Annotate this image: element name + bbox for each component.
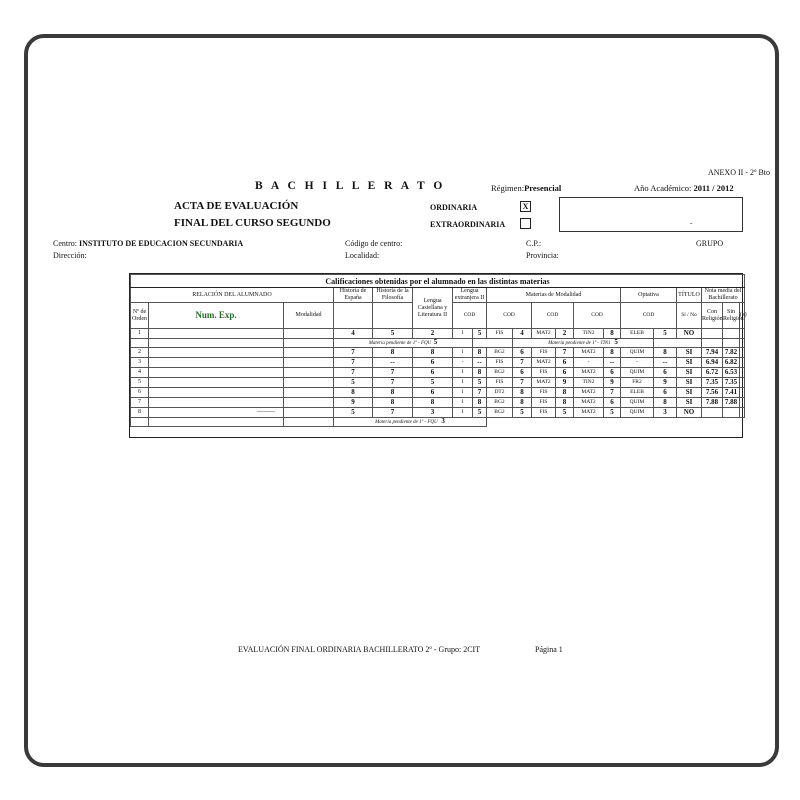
regimen	[491, 183, 561, 193]
row-le-cod: I	[453, 329, 473, 339]
row-titulo: SI	[677, 358, 702, 368]
row-c1: FIS	[487, 378, 513, 388]
row-opt-cod: QUIM	[621, 408, 654, 418]
row-sin-rel: 7.35	[723, 378, 740, 388]
row-m3: --	[604, 358, 621, 368]
row-a	[740, 368, 745, 378]
row-con-rel: 7.94	[702, 348, 723, 358]
pendiente-left-text: Materia pendiente de 1º - FQU	[368, 341, 432, 346]
titulo-sino: Sí / No	[677, 303, 702, 329]
row-opt: 9	[654, 378, 677, 388]
optativa-cod: COD	[621, 303, 677, 329]
localidad-label: Localidad:	[345, 251, 380, 260]
row-historia-fil: 7	[373, 408, 413, 418]
optativa-header: Optativa	[621, 288, 677, 303]
row-titulo: SI	[677, 398, 702, 408]
row-sin-rel: 7.88	[723, 398, 740, 408]
sin-religion-header: Sin Religión	[723, 303, 740, 329]
num-exp-header: Num. Exp.	[149, 303, 284, 329]
row-opt: 8	[654, 348, 677, 358]
row-historia-esp: 5	[334, 378, 373, 388]
row-lengua-cast: 8	[413, 398, 453, 408]
row-m3: 9	[604, 378, 621, 388]
row-opt-cod: FR2	[621, 378, 654, 388]
row-m3: 7	[604, 388, 621, 398]
row-c3: MAT2	[574, 398, 604, 408]
row-titulo: NO	[677, 329, 702, 339]
codigo-centro-label: Código de centro:	[345, 239, 403, 248]
row-le: --	[473, 358, 487, 368]
table-row	[131, 329, 745, 339]
pend-blank	[131, 339, 149, 348]
row-con-rel: 7.56	[702, 388, 723, 398]
pend-blank	[487, 418, 745, 427]
acta-title-line2: FINAL DEL CURSO SEGUNDO	[174, 217, 331, 229]
row-m2: 6	[556, 358, 574, 368]
table-row	[131, 368, 745, 378]
centro-label: Centro:	[53, 239, 77, 248]
row-opt-cod: QUIM	[621, 368, 654, 378]
lengua-ext-cod: COD	[453, 303, 487, 329]
row-lengua-cast: 6	[413, 388, 453, 398]
row-con-rel	[702, 329, 723, 339]
row-historia-fil: 7	[373, 368, 413, 378]
row-historia-fil: 8	[373, 348, 413, 358]
row-opt: 3	[654, 408, 677, 418]
row-c2: FIS	[532, 408, 556, 418]
pendiente-right-num: 5	[614, 338, 618, 346]
provincia-label: Provincia:	[526, 251, 559, 260]
row-a	[740, 378, 745, 388]
row-a	[740, 388, 745, 398]
row-le: 5	[473, 408, 487, 418]
con-religion-header: Con Religión	[702, 303, 723, 329]
row-le: 8	[473, 348, 487, 358]
row-sin-rel: 6.82	[723, 358, 740, 368]
row-modalidad	[284, 398, 334, 408]
row-con-rel	[702, 408, 723, 418]
pendiente-row8-text: Materia pendiente de 1º - FQU	[375, 420, 438, 425]
cp-label: C.P.:	[526, 239, 542, 248]
pend-blank	[654, 339, 702, 348]
row-a	[740, 358, 745, 368]
row-numexp-dash: ———	[149, 408, 284, 418]
row-historia-fil: --	[373, 358, 413, 368]
row-opt: 5	[654, 329, 677, 339]
row-opt: 8	[654, 398, 677, 408]
acta-title-line1: ACTA DE EVALUACIÓN	[174, 200, 299, 212]
table-row	[131, 398, 745, 408]
row-sin-rel: 7.41	[723, 388, 740, 398]
direccion-label: Dirección:	[53, 251, 87, 260]
row-modalidad	[284, 368, 334, 378]
row-sin-rel	[723, 329, 740, 339]
row-opt: --	[654, 358, 677, 368]
row-m3: 8	[604, 329, 621, 339]
historia-espana-header: Historia de España	[334, 288, 373, 303]
row-c3: TIN2	[574, 378, 604, 388]
nota-media-header: Nota media del Bachillerato	[702, 288, 745, 303]
pend-blank	[131, 418, 149, 427]
row-le: 5	[473, 329, 487, 339]
historia-espana-sub	[334, 303, 373, 329]
anio-label: Año Académico:	[634, 183, 692, 193]
table-row	[131, 358, 745, 368]
row-n: 7	[131, 398, 149, 408]
pend-blank	[284, 339, 334, 348]
lengua-extranjera-header: Lengua extranjera II	[453, 288, 487, 303]
row-c3: TIN2	[574, 329, 604, 339]
pendiente-row	[131, 339, 745, 348]
page-number: Página 1	[535, 645, 563, 654]
mod3-cod: COD	[574, 303, 621, 329]
row-c1: DT2	[487, 388, 513, 398]
row-modalidad	[284, 378, 334, 388]
row-m2: 5	[556, 408, 574, 418]
row-lengua-cast: 2	[413, 329, 453, 339]
mod2-cod: COD	[532, 303, 574, 329]
mod1-cod: COD	[487, 303, 532, 329]
pend-blank	[149, 418, 284, 427]
row-lengua-cast: 3	[413, 408, 453, 418]
regimen-value: Presencial	[524, 183, 562, 193]
row-historia-fil: 8	[373, 398, 413, 408]
row-historia-esp: 7	[334, 358, 373, 368]
grades-table	[129, 273, 747, 438]
row-numexp	[149, 368, 284, 378]
row-m2: 8	[556, 398, 574, 408]
row-numexp	[149, 348, 284, 358]
row-c1: BG2	[487, 368, 513, 378]
row-m1: 4	[513, 329, 532, 339]
row-con-rel: 6.94	[702, 358, 723, 368]
row-historia-fil: 5	[373, 329, 413, 339]
row-lengua-cast: 6	[413, 368, 453, 378]
pendiente-left	[334, 339, 473, 348]
row-opt-cod: QUIM	[621, 398, 654, 408]
row-n: 4	[131, 368, 149, 378]
row-a	[740, 398, 745, 408]
row-le-cod: I	[453, 408, 473, 418]
row-c1: FIS	[487, 329, 513, 339]
relacion-header: RELACIÓN DEL ALUMNADO	[131, 288, 334, 303]
row-m2: 2	[556, 329, 574, 339]
titulo-header: TÍTULO	[677, 288, 702, 303]
row-le: 7	[473, 388, 487, 398]
row-historia-fil: 7	[373, 378, 413, 388]
row-m2: 7	[556, 348, 574, 358]
row-sin-rel: 7.82	[723, 348, 740, 358]
row-m2: 9	[556, 378, 574, 388]
pendiente-row8-num: 3	[441, 417, 445, 425]
row-m1: 5	[513, 408, 532, 418]
table-caption: Calificaciones obtenidas por el alumnado en las distintas materias	[131, 275, 745, 288]
row-le: 5	[473, 378, 487, 388]
pend-blank	[284, 418, 334, 427]
row-m3: 5	[604, 408, 621, 418]
row-c3: -	[574, 358, 604, 368]
row-modalidad	[284, 358, 334, 368]
row-le: 8	[473, 398, 487, 408]
row-m1: 7	[513, 358, 532, 368]
row-n: 8	[131, 408, 149, 418]
table-row	[131, 378, 745, 388]
row-c2: FIS	[532, 388, 556, 398]
modalidad-header: Modalidad	[284, 303, 334, 329]
signature-box	[559, 197, 743, 232]
row-c2: MAT2	[532, 378, 556, 388]
row-c3: MAT2	[574, 348, 604, 358]
row-c3: MAT2	[574, 388, 604, 398]
row-con-rel: 6.72	[702, 368, 723, 378]
anio-academico	[634, 183, 734, 193]
row-m2: 8	[556, 388, 574, 398]
row-m3: 8	[604, 348, 621, 358]
row-n: 5	[131, 378, 149, 388]
row-opt-cod: -	[621, 358, 654, 368]
row-historia-esp: 4	[334, 329, 373, 339]
centro-field	[53, 239, 243, 248]
row-n: 1	[131, 329, 149, 339]
ordinaria-label: ORDINARIA	[430, 203, 478, 212]
row-c1: BG2	[487, 398, 513, 408]
grupo-label: GRUPO	[696, 239, 724, 248]
row-modalidad	[284, 408, 334, 418]
extraordinaria-checkbox[interactable]	[520, 218, 531, 229]
row-a	[740, 348, 745, 358]
row-c1: FIS	[487, 358, 513, 368]
row-modalidad	[284, 329, 334, 339]
row-n: 3	[131, 358, 149, 368]
footer-text: EVALUACIÓN FINAL ORDINARIA BACHILLERATO 2º - Grupo: 2CIT	[238, 645, 481, 654]
row-c2: MAT2	[532, 329, 556, 339]
row-opt: 6	[654, 388, 677, 398]
row-sin-rel	[723, 408, 740, 418]
pend-blank	[723, 339, 740, 348]
row-numexp	[149, 388, 284, 398]
row-opt-cod: ELEB	[621, 329, 654, 339]
row-numexp	[149, 398, 284, 408]
row-modalidad	[284, 388, 334, 398]
row-lengua-cast: 5	[413, 378, 453, 388]
ordinaria-checkbox[interactable]: X	[520, 201, 531, 212]
anio-value: 2011 / 2012	[693, 183, 734, 193]
row-m1: 7	[513, 378, 532, 388]
row-m1: 6	[513, 348, 532, 358]
row-numexp	[149, 378, 284, 388]
anexo-label: ANEXO II - 2º Bto	[707, 168, 770, 177]
table-row	[131, 388, 745, 398]
row-c3: MAT2	[574, 368, 604, 378]
row-m1: 8	[513, 388, 532, 398]
row-opt-cod: QUIM	[621, 348, 654, 358]
pend-blank	[740, 339, 745, 348]
lengua-castellana-header: Lengua Castellana y Literatura II	[413, 288, 453, 329]
row-titulo: SI	[677, 348, 702, 358]
regimen-label: Régimen:	[491, 183, 525, 193]
row-c2: MAT2	[532, 358, 556, 368]
row-c2: FIS	[532, 398, 556, 408]
row-numexp	[149, 329, 284, 339]
row-historia-esp: 8	[334, 388, 373, 398]
row-n: 2	[131, 348, 149, 358]
table-row	[131, 348, 745, 358]
historia-filosofia-header: Historia de la Filosofía	[373, 288, 413, 303]
row-titulo: SI	[677, 378, 702, 388]
historia-filosofia-sub	[373, 303, 413, 329]
row-titulo: SI	[677, 388, 702, 398]
a-header: (a)	[740, 303, 745, 329]
row-historia-esp: 5	[334, 408, 373, 418]
row-le-cod: I	[453, 348, 473, 358]
row-n: 6	[131, 388, 149, 398]
pend-blank	[473, 339, 513, 348]
row-historia-esp: 7	[334, 368, 373, 378]
row-con-rel: 7.88	[702, 398, 723, 408]
row-historia-esp: 9	[334, 398, 373, 408]
row-opt: 6	[654, 368, 677, 378]
row-c1: BG2	[487, 408, 513, 418]
row-c2: FIS	[532, 368, 556, 378]
n-orden-header: Nº de Orden	[131, 303, 149, 329]
row-historia-fil: 8	[373, 388, 413, 398]
row-con-rel: 7.35	[702, 378, 723, 388]
pend-blank	[702, 339, 723, 348]
row-titulo: NO	[677, 408, 702, 418]
row-m1: 6	[513, 368, 532, 378]
row-modalidad	[284, 348, 334, 358]
row-a	[740, 329, 745, 339]
centro-value: INSTITUTO DE EDUCACION SECUNDARIA	[79, 239, 244, 248]
row-historia-esp: 7	[334, 348, 373, 358]
row-titulo: SI	[677, 368, 702, 378]
row-m3: 6	[604, 398, 621, 408]
row-sin-rel: 6.53	[723, 368, 740, 378]
table-row	[131, 408, 745, 418]
row-opt-cod: ELEB	[621, 388, 654, 398]
row-m1: 8	[513, 398, 532, 408]
row-numexp	[149, 358, 284, 368]
row-m2: 6	[556, 368, 574, 378]
pendiente-right	[513, 339, 654, 348]
document-title: B A C H I L L E R A T O	[255, 180, 446, 192]
pendiente-right-text: Materia pendiente de 1º - TIN1	[548, 341, 611, 346]
signature-box-mark: -	[690, 219, 693, 227]
row-c3: MAT2	[574, 408, 604, 418]
row-lengua-cast: 8	[413, 348, 453, 358]
row-lengua-cast: 6	[413, 358, 453, 368]
row-le-cod: I	[453, 388, 473, 398]
row-m3: 6	[604, 368, 621, 378]
row-a	[740, 408, 745, 418]
pend-blank	[149, 339, 284, 348]
row-le-cod: I	[453, 368, 473, 378]
materias-modalidad-header: Materias de Modalidad	[487, 288, 621, 303]
row-c1: BG2	[487, 348, 513, 358]
row-le-cod: I	[453, 398, 473, 408]
extraordinaria-label: EXTRAORDINARIA	[430, 220, 506, 229]
row-c2: FIS	[532, 348, 556, 358]
pendiente-row	[131, 418, 745, 427]
row-le-cod: -	[453, 358, 473, 368]
row-le-cod: I	[453, 378, 473, 388]
pendiente-left-num: 5	[433, 338, 438, 346]
pendiente-row8	[334, 418, 487, 427]
row-le: 8	[473, 368, 487, 378]
